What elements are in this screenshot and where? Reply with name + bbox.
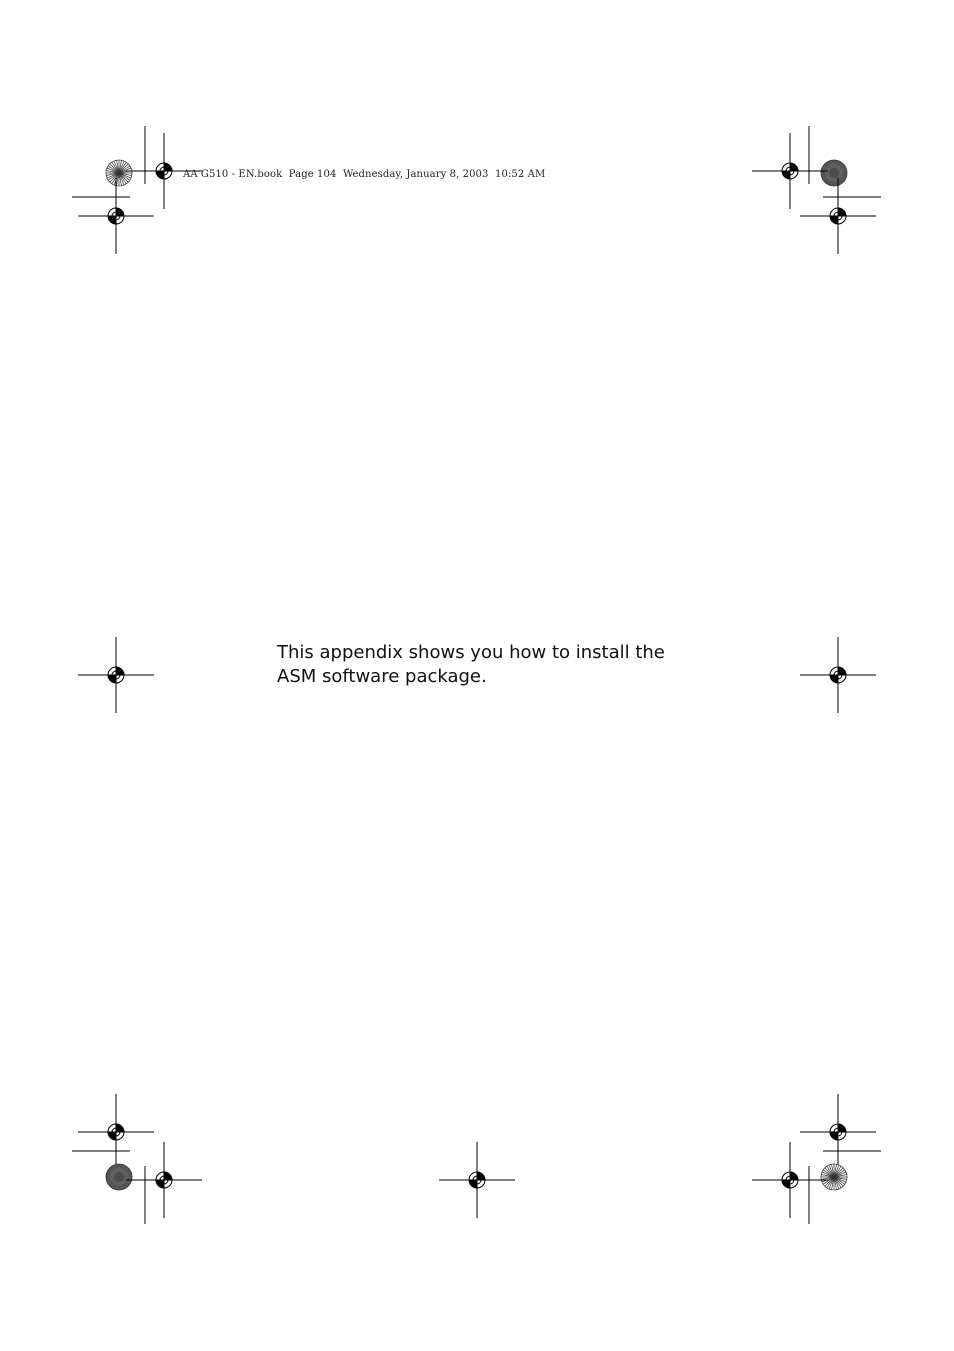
solid-disc-icon	[821, 160, 847, 186]
crosshair-target-icon	[752, 1142, 828, 1218]
starburst-icon	[106, 160, 132, 186]
crosshair-target-icon	[752, 133, 828, 209]
intro-line-1: This appendix shows you how to install the	[277, 642, 665, 663]
crosshair-target-icon	[800, 178, 876, 254]
crosshair-target-icon	[78, 178, 154, 254]
crosshair-target-icon	[78, 637, 154, 713]
crosshair-target-icon	[439, 1142, 515, 1218]
appendix-intro-paragraph	[277, 641, 697, 689]
starburst-icon	[821, 1164, 847, 1190]
crosshair-target-icon	[78, 1094, 154, 1170]
crosshair-target-icon	[800, 1094, 876, 1170]
solid-disc-icon	[106, 1164, 132, 1190]
intro-line-2: ASM software package.	[277, 666, 487, 687]
crosshair-target-icon	[800, 637, 876, 713]
print-slug-header: AA G510 - EN.book Page 104 Wednesday, January 8, 2003 10:52 AM	[183, 169, 546, 180]
crosshair-target-icon	[126, 1142, 202, 1218]
